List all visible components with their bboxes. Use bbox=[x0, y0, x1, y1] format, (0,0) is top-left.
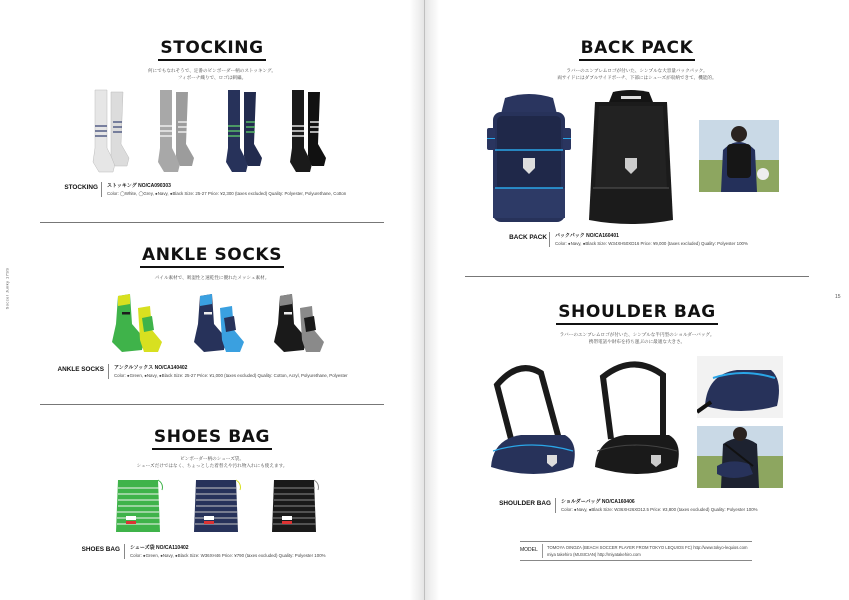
backpack-model-photo bbox=[699, 120, 779, 192]
model-label: MODEL bbox=[520, 547, 538, 553]
left-page bbox=[0, 0, 424, 600]
section-divider bbox=[40, 222, 384, 223]
shoulder-bag-description: ラバーのエンブレムロゴが付いた、シンプルな半円型のショルダーバッグ。 携帯電話や財布を持ち運ぶのに最適な大きさ。 bbox=[559, 332, 715, 344]
ankle-socks-label: ANKLE SOCKS bbox=[57, 366, 104, 373]
shoulder-bag-navy-image bbox=[485, 355, 580, 487]
section-divider bbox=[40, 404, 384, 405]
back-pack-title: BACK PACK bbox=[425, 38, 849, 61]
shoulder-bag-detail-photo bbox=[697, 356, 783, 418]
shoes-bag-navy-image bbox=[190, 476, 242, 536]
stocking-title: STOCKING bbox=[0, 38, 424, 61]
ankle-socks-black-image bbox=[260, 290, 328, 360]
side-text: Soccer Junky 17SS bbox=[4, 267, 10, 310]
ankle-socks-navy-image bbox=[180, 290, 248, 360]
stocking-black-image bbox=[282, 88, 332, 178]
shoulder-bag-specs: ショルダーバッグ NO/CA160406 Color: ●Navy, ●Black Size: W36XH26XD12.5 Price: ¥3,800 (taxes excluded) Quality: Polyester 100% bbox=[555, 498, 758, 513]
right-page bbox=[425, 0, 849, 600]
back-pack-label: BACK PACK bbox=[509, 234, 547, 241]
ankle-socks-specs: アンクルソックス NO/CA140402 Color: ●Green, ●Navy, ●Black Size: 25-27 Price: ¥1,000 (taxes excluded) Quality: Cotton, Acryl, Polyurethane, Polyester bbox=[108, 364, 348, 379]
backpack-black-image bbox=[583, 88, 679, 230]
shoes-bag-black-image bbox=[268, 476, 320, 536]
model-credit-2: miya takehiro (MUSICIAN) http://miyatakehiro.com bbox=[547, 552, 641, 557]
stocking-navy-image bbox=[218, 88, 268, 178]
back-pack-specs: バックパック NO/CA160401 Color: ●Navy, ●Black Size: W34XH50XD16 Price: ¥9,000 (taxes excluded) Quality: Polyester 100% bbox=[549, 232, 748, 247]
shoulder-bag-model-photo bbox=[697, 426, 783, 488]
stocking-white-image bbox=[85, 88, 135, 178]
ankle-socks-title: ANKLE SOCKS bbox=[0, 245, 424, 268]
model-credits bbox=[520, 541, 752, 561]
shoes-bag-label: SHOES BAG bbox=[81, 546, 120, 553]
stocking-specs: ストッキング NO/CA090303 Color: ◯White, ◯Grey, ●Navy, ●Black Size: 25-27 Price: ¥2,300 (taxes excluded) Quality: Polyester, Polyurethane, Cotton bbox=[101, 182, 346, 197]
shoes-bag-green-image bbox=[112, 476, 164, 536]
shoes-bag-description: ビンボーダー柄のシューズ袋。 シューズだけではなく、ちょっとした着替えや汚れ物入れにも使えます。 bbox=[136, 456, 288, 468]
shoulder-bag-title: SHOULDER BAG bbox=[425, 302, 849, 325]
stocking-grey-image bbox=[150, 88, 200, 178]
ankle-socks-description: パイル素材で、吸湿性と速乾性に優れたメッシュ素材。 bbox=[154, 275, 270, 280]
model-credit-1: TOMOYA OINOZA (BEACH SOCCER PLAYER FROM TOKYO LEQUIOS FC) http://www.tokyo-lequios.com bbox=[547, 545, 748, 550]
shoulder-bag-black-image bbox=[589, 355, 684, 487]
back-pack-description: ラバーのエンブレムロゴが付いた、シンプルな大容量バックパック。 両サイドにはダブルサイドポーチ、下部にはシューズが収納できて、機能的。 bbox=[557, 68, 717, 80]
shoes-bag-title: SHOES BAG bbox=[0, 427, 424, 450]
stocking-label: STOCKING bbox=[64, 184, 98, 191]
backpack-navy-image bbox=[483, 88, 575, 228]
stocking-description: 何にでもなれそうで、定番のビンボーダー柄のストッキング。 フィボーナ織りで、ロゴは刺繍。 bbox=[147, 68, 277, 80]
page-number: 15 bbox=[835, 294, 841, 300]
ankle-socks-green-image bbox=[98, 290, 166, 360]
shoes-bag-specs: シューズ袋 NO/CA110402 Color: ●Green, ●Navy, ●Black Size: W36XH46 Price: ¥790 (taxes excluded) Quality: Polyester 100% bbox=[124, 544, 326, 559]
section-divider bbox=[465, 276, 809, 277]
shoulder-bag-label: SHOULDER BAG bbox=[499, 500, 551, 507]
